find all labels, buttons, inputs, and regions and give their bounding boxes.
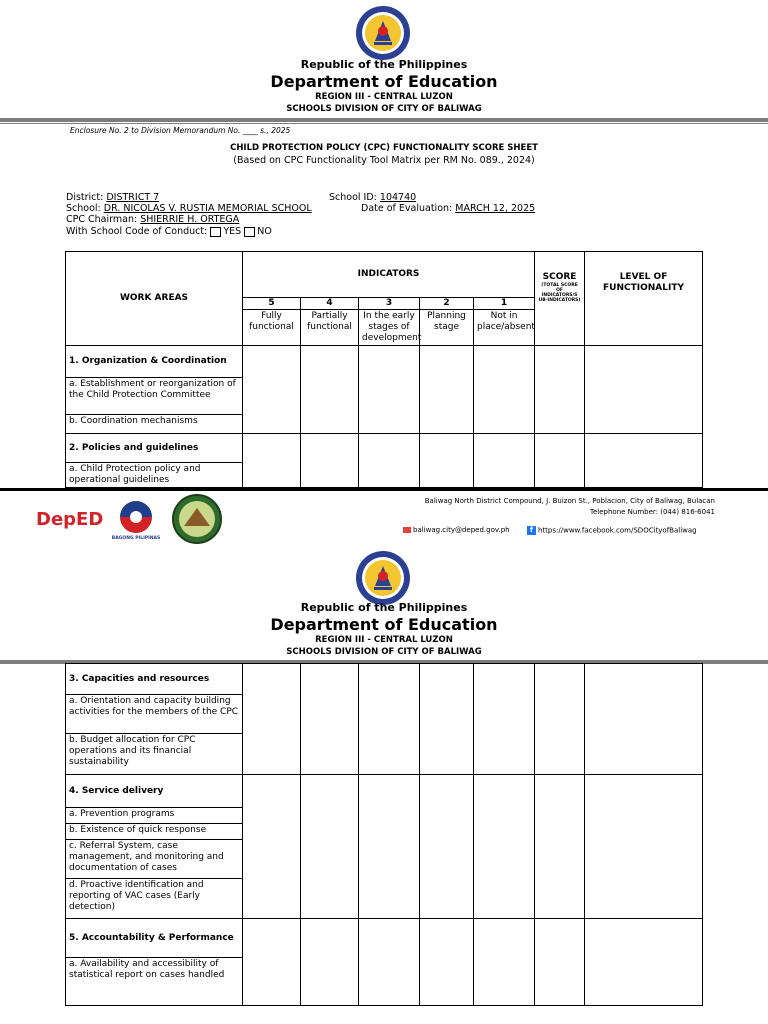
deped-wordmark-logo: DepED	[36, 509, 104, 530]
region-heading: REGION III - CENTRAL LUZON	[315, 92, 453, 102]
section-accountability: 5. Accountability & Performance	[66, 919, 243, 958]
indicator-row: b. Budget allocation for CPC operations and its financial sustainability	[66, 734, 243, 775]
header-rule-thin	[0, 123, 768, 124]
footer-address: Baliwag North District Compound, J. Buizon St., Poblacion, City of Baliwag, Bulacan	[424, 497, 715, 505]
score-cell[interactable]	[420, 919, 474, 1006]
deped-seal-logo	[355, 5, 411, 61]
level-3-number: 3	[359, 298, 420, 310]
district-field: District: DISTRICT 7	[66, 192, 160, 203]
footer-email[interactable]: baliwag.city@deped.gov.ph	[403, 526, 510, 534]
facebook-icon: f	[527, 526, 536, 535]
score-cell[interactable]	[474, 346, 535, 434]
level-cell[interactable]	[585, 434, 703, 488]
department-heading-page2: Department of Education	[270, 615, 498, 634]
indicator-row: a. Child Protection policy and operational guidelines	[66, 463, 243, 488]
school-field: School: DR. NICOLAS V. RUSTIA MEMORIAL SCHOOL	[66, 203, 312, 214]
level-5-desc: Fully functional	[243, 310, 301, 346]
region-heading-page2: REGION III - CENTRAL LUZON	[315, 635, 453, 645]
score-cell[interactable]	[420, 434, 474, 488]
date-field: Date of Evaluation: MARCH 12, 2025	[361, 203, 536, 214]
score-cell[interactable]	[474, 434, 535, 488]
footer-facebook[interactable]: f https://www.facebook.com/SDOCityofBaliwag	[527, 526, 697, 535]
score-cell[interactable]	[359, 775, 420, 919]
department-heading: Department of Education	[270, 72, 498, 91]
yes-checkbox[interactable]	[210, 227, 221, 237]
score-table-page1	[65, 251, 703, 488]
chairman-field: CPC Chairman: SHIERRIE H. ORTEGA	[66, 214, 240, 225]
level-5-number: 5	[243, 298, 301, 310]
score-cell[interactable]	[301, 346, 359, 434]
score-cell[interactable]	[243, 919, 301, 1006]
footer-telephone: Telephone Number: (044) 816-6041	[589, 508, 715, 516]
deped-seal-logo-page2	[355, 550, 411, 606]
total-score-cell[interactable]	[535, 919, 585, 1006]
score-cell[interactable]	[243, 434, 301, 488]
score-table-page2	[65, 663, 703, 1006]
level-3-desc: In the early stages of development	[359, 310, 420, 346]
enclosure-note: Enclosure No. 2 to Division Memorandum No. ____ s., 2025	[70, 126, 291, 135]
score-cell[interactable]	[359, 919, 420, 1006]
no-checkbox[interactable]	[244, 227, 255, 237]
republic-heading-page2: Republic of the Philippines	[300, 601, 468, 614]
level-4-desc: Partially functional	[301, 310, 359, 346]
score-cell[interactable]	[301, 775, 359, 919]
indicator-row: a. Availability and accessibility of statistical report on cases handled	[66, 958, 243, 1006]
level-header: LEVEL OF FUNCTIONALITY	[585, 252, 703, 346]
footer-rule-top	[0, 488, 768, 491]
score-cell[interactable]	[301, 919, 359, 1006]
level-cell[interactable]	[585, 919, 703, 1006]
level-4-number: 4	[301, 298, 359, 310]
score-cell[interactable]	[243, 664, 301, 775]
total-score-cell[interactable]	[535, 434, 585, 488]
total-score-cell[interactable]	[535, 664, 585, 775]
level-2-desc: Planning stage	[420, 310, 474, 346]
level-cell[interactable]	[585, 346, 703, 434]
indicator-row: a. Prevention programs	[66, 808, 243, 824]
mail-icon	[403, 527, 411, 533]
score-cell[interactable]	[474, 775, 535, 919]
score-cell[interactable]	[243, 346, 301, 434]
score-cell[interactable]	[359, 346, 420, 434]
score-cell[interactable]	[420, 775, 474, 919]
section-service-delivery: 4. Service delivery	[66, 775, 243, 808]
score-cell[interactable]	[243, 775, 301, 919]
indicator-row: b. Existence of quick response	[66, 824, 243, 840]
score-cell[interactable]	[359, 664, 420, 775]
section-capacities: 3. Capacities and resources	[66, 664, 243, 695]
work-areas-header: WORK AREAS	[66, 252, 243, 346]
level-2-number: 2	[420, 298, 474, 310]
level-1-desc: Not in place/absent	[474, 310, 535, 346]
score-cell[interactable]	[359, 434, 420, 488]
level-1-number: 1	[474, 298, 535, 310]
section-policies: 2. Policies and guidelines	[66, 434, 243, 463]
section-organization: 1. Organization & Coordination	[66, 346, 243, 378]
division-heading-page2: SCHOOLS DIVISION OF CITY OF BALIWAG	[286, 647, 482, 657]
school-id-field: School ID: 104740	[329, 192, 417, 203]
total-score-cell[interactable]	[535, 775, 585, 919]
republic-heading: Republic of the Philippines	[300, 58, 468, 71]
code-of-conduct-field: With School Code of Conduct: YES NO	[66, 226, 272, 237]
indicator-row: c. Referral System, case management, and monitoring and documentation of cases	[66, 840, 243, 879]
level-cell[interactable]	[585, 664, 703, 775]
indicator-row: b. Coordination mechanisms	[66, 415, 243, 434]
score-cell[interactable]	[420, 346, 474, 434]
division-heading: SCHOOLS DIVISION OF CITY OF BALIWAG	[286, 104, 482, 114]
division-seal-logo	[172, 494, 222, 544]
bagong-pilipinas-text: BAGONG PILIPINAS	[111, 536, 161, 541]
score-cell[interactable]	[301, 664, 359, 775]
score-cell[interactable]	[301, 434, 359, 488]
indicator-row: a. Orientation and capacity building activities for the members of the CPC	[66, 695, 243, 734]
score-header: SCORE (TOTAL SCORE OF INDICATORS/S UB-INDICATORS)	[535, 252, 585, 346]
level-cell[interactable]	[585, 775, 703, 919]
score-cell[interactable]	[474, 664, 535, 775]
score-cell[interactable]	[474, 919, 535, 1006]
form-subtitle: (Based on CPC Functionality Tool Matrix per RM No. 089., 2024)	[233, 155, 535, 166]
indicator-row: d. Proactive identification and reporting of VAC cases (Early detection)	[66, 879, 243, 919]
form-title: CHILD PROTECTION POLICY (CPC) FUNCTIONALITY SCORE SHEET	[230, 143, 538, 153]
header-rule	[0, 118, 768, 122]
score-cell[interactable]	[420, 664, 474, 775]
indicators-header: INDICATORS	[243, 252, 535, 298]
indicator-row: a. Establishment or reorganization of the Child Protection Committee	[66, 378, 243, 415]
total-score-cell[interactable]	[535, 346, 585, 434]
